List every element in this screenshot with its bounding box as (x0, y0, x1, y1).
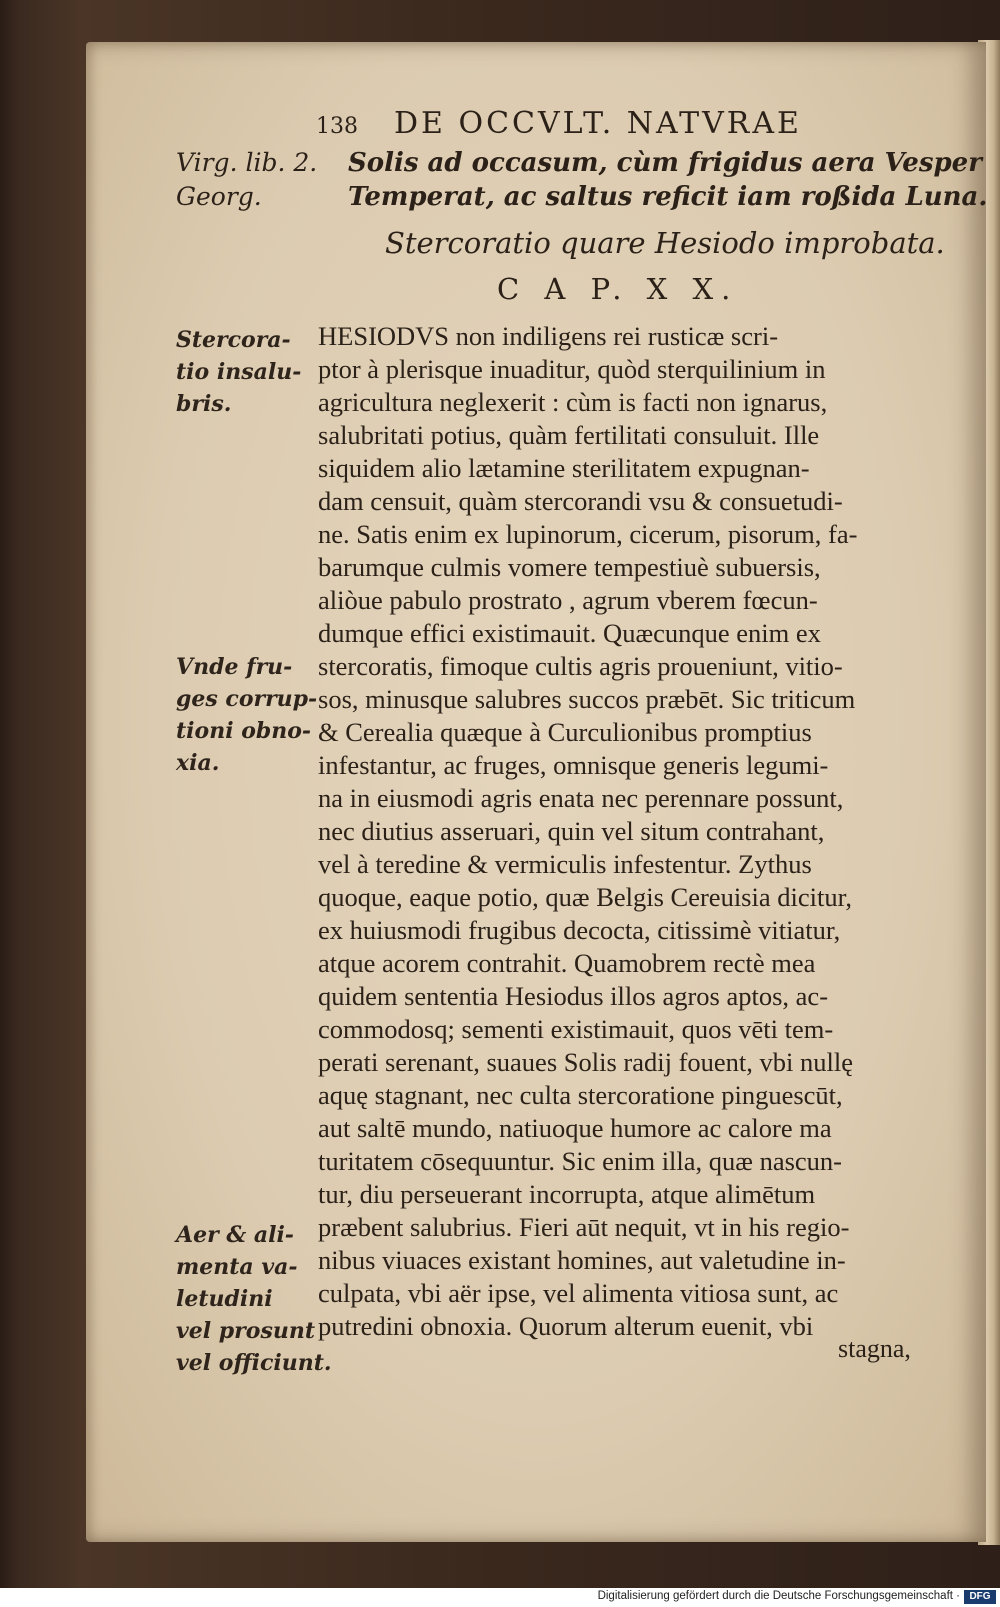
body-line: tur, diu perseuerant incorrupta, atque alimētum (318, 1179, 816, 1209)
body-line: & Cerealia quæque à Curculionibus promptius (318, 717, 812, 747)
marginal-note-1-line-2: tio insalu- (176, 359, 302, 385)
body-line: stercoratis, fimoque cultis agris proueniunt, vitio- (318, 651, 843, 681)
body-line: na in eiusmodi agris enata nec perennare possunt, (318, 783, 844, 813)
running-title: DE OCCVLT. NATVRAE (394, 106, 802, 141)
body-line: dam censuit, quàm stercorandi vsu & consuetudi- (318, 486, 843, 516)
body-line: quoque, eaque potio, quæ Belgis Cereuisia dicitur, (318, 882, 852, 912)
running-head (316, 106, 856, 141)
dfg-logo: DFG (964, 1590, 996, 1604)
body-line: barumque culmis vomere tempestiuè subuersis, (318, 552, 821, 582)
body-line: infestantur, ac fruges, omnisque generis legumi- (318, 750, 829, 780)
body-line: HESIODVS non indiligens rei rusticæ scri- (318, 321, 779, 351)
page-number: 138 (316, 114, 358, 139)
epigraph-source-line-1: Virg. lib. 2. (176, 148, 318, 177)
marginal-note-2-line-1: Vnde fru- (176, 654, 293, 680)
body-line: aliòue pabulo prostrato , agrum vberem fœcun- (318, 585, 818, 615)
body-line: siquidem alio lætamine sterilitatem expugnan- (318, 453, 810, 483)
body-line: putredini obnoxia. Quorum alterum euenit, vbi (318, 1311, 814, 1341)
body-line: vel à teredine & vermiculis infestentur. Zythus (318, 849, 812, 879)
body-line: perati serenant, suaues Solis radij fouent, vbi nullę (318, 1047, 854, 1077)
marginal-note-2-line-4: xia. (176, 750, 220, 776)
footer-credit: Digitalisierung gefördert durch die Deutsche Forschungsgemeinschaft · (597, 1590, 960, 1602)
body-line: agricultura neglexerit : cùm is facti non ignarus, (318, 387, 828, 417)
catchword: stagna, (838, 1334, 911, 1363)
body-line: præbent salubrius. Fieri aūt nequit, vt in his regio- (318, 1212, 850, 1242)
body-line: turitatem cōsequuntur. Sic enim illa, quæ nascun- (318, 1146, 843, 1176)
body-line: quidem sententia Hesiodus illos agros aptos, ac- (318, 981, 829, 1011)
body-line: dumque effici existimauit. Quæcunque enim ex (318, 618, 821, 648)
marginal-note-3-line-3: letudini (176, 1286, 273, 1312)
body-line: aut saltē mundo, natiuoque humore ac calore ma (318, 1113, 832, 1143)
body-line: commodosq; sementi existimauit, quos vēti tem- (318, 1014, 834, 1044)
body-line: ptor à plerisque inuaditur, quòd sterquilinium in (318, 354, 826, 384)
body-line: salubritati potius, quàm fertilitati consuluit. Ille (318, 420, 820, 450)
body-line: sos, minusque salubres succos præbēt. Sic triticum (318, 684, 856, 714)
body-line: nibus viuaces existant homines, aut valetudine in- (318, 1245, 846, 1275)
epigraph-line-2: Temperat, ac saltus reficit iam roßida Luna. (348, 182, 988, 212)
marginal-note-1-line-1: Stercora- (176, 327, 291, 353)
chapter-title: Stercoratio quare Hesiodo improbata. (385, 226, 945, 260)
marginal-note-3-line-2: menta va- (176, 1254, 298, 1280)
footer-bar (0, 1588, 1000, 1607)
marginal-note-3-line-5: vel officiunt. (176, 1350, 332, 1376)
marginal-note-3-line-4: vel prosunt (176, 1318, 315, 1344)
chapter-number: C A P. X X. (497, 272, 739, 306)
body-line: aquę stagnant, nec culta stercoratione pinguescūt, (318, 1080, 843, 1110)
body-line: culpata, vbi aër ipse, vel alimenta vitiosa sunt, ac (318, 1278, 839, 1308)
marginal-note-1-line-3: bris. (176, 391, 232, 417)
body-line: ex huiusmodi frugibus decocta, citissimè vitiatur, (318, 915, 841, 945)
body-line: ne. Satis enim ex lupinorum, cicerum, pisorum, fa- (318, 519, 858, 549)
body-line: nec diutius asseruari, quin vel situm contrahant, (318, 816, 825, 846)
epigraph-source-line-2: Georg. (176, 182, 262, 211)
body-line: atque acorem contrahit. Quamobrem rectè mea (318, 948, 816, 978)
epigraph-line-1: Solis ad occasum, cùm frigidus aera Vesper (348, 148, 982, 178)
marginal-note-3-line-1: Aer & ali- (176, 1222, 294, 1248)
marginal-note-2-line-3: tioni obno- (176, 718, 312, 744)
marginal-note-2-line-2: ges corrup- (176, 686, 318, 712)
